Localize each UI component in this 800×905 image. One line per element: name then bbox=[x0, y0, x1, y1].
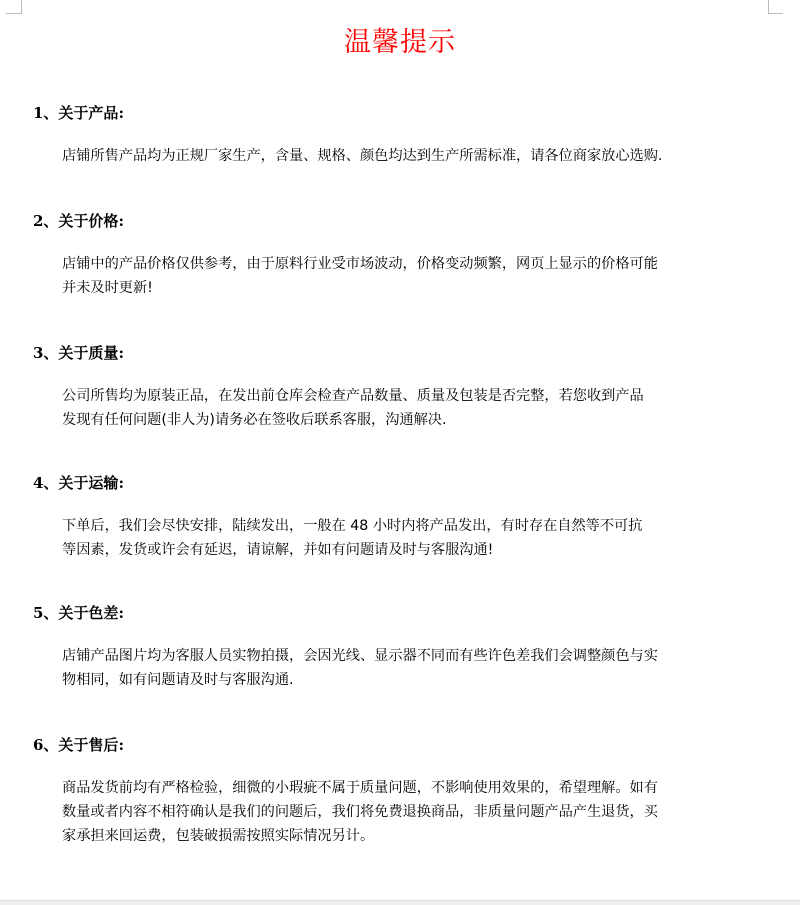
section-body bbox=[62, 144, 777, 168]
page-title: 温馨提示 bbox=[344, 27, 456, 58]
body-line: 并未及时更新! bbox=[62, 280, 153, 296]
body-line: 等因素，发货或许会有延迟，请谅解，并如有问题请及时与客服沟通! bbox=[62, 542, 494, 558]
corner-mark-vertical bbox=[768, 0, 769, 14]
section-body bbox=[62, 644, 777, 692]
corner-mark-vertical bbox=[21, 0, 22, 14]
body-line: 下单后，我们会尽快安排，陆续发出，一般在 48 小时内将产品发出，有时存在自然等不可抗 bbox=[62, 518, 643, 534]
corner-mark-horizontal bbox=[768, 13, 783, 14]
body-line: 公司所售均为原装正品，在发出前仓库会检查产品数量、质量及包装是否完整，若您收到产品 bbox=[62, 388, 644, 404]
body-line: 店铺所售产品均为正规厂家生产，含量、规格、颜色均达到生产所需标准，请各位商家放心选购. bbox=[62, 148, 663, 164]
section-heading: 5、关于色差: bbox=[33, 604, 124, 622]
body-line: 店铺产品图片均为客服人员实物拍摄，会因光线、显示器不同而有些许色差我们会调整颜色与实 bbox=[62, 648, 658, 664]
section-heading: 4、关于运输: bbox=[33, 474, 124, 492]
section-body bbox=[62, 252, 777, 300]
body-line: 家承担来回运费，包装破损需按照实际情况另计。 bbox=[62, 828, 375, 844]
body-line: 商品发货前均有严格检验，细微的小瑕疵不属于质量问题，不影响使用效果的，希望理解。如有 bbox=[62, 780, 658, 796]
body-line: 发现有任何问题(非人为)请务必在签收后联系客服，沟通解决. bbox=[62, 412, 447, 428]
section-heading: 1、关于产品: bbox=[33, 104, 124, 122]
body-line: 店铺中的产品价格仅供参考，由于原料行业受市场波动，价格变动频繁，网页上显示的价格可能 bbox=[62, 256, 658, 272]
section-heading: 2、关于价格: bbox=[33, 212, 124, 230]
page-bottom-edge bbox=[0, 900, 800, 905]
body-line: 物相同，如有问题请及时与客服沟通. bbox=[62, 672, 294, 688]
section-body bbox=[62, 384, 777, 432]
section-body bbox=[62, 514, 777, 562]
section-heading: 6、关于售后: bbox=[33, 736, 124, 754]
body-line: 数量或者内容不相符确认是我们的问题后，我们将免费退换商品，非质量问题产品产生退货，买 bbox=[62, 804, 658, 820]
section-heading: 3、关于质量: bbox=[33, 344, 124, 362]
corner-mark-horizontal bbox=[6, 13, 21, 14]
section-body bbox=[62, 776, 777, 848]
